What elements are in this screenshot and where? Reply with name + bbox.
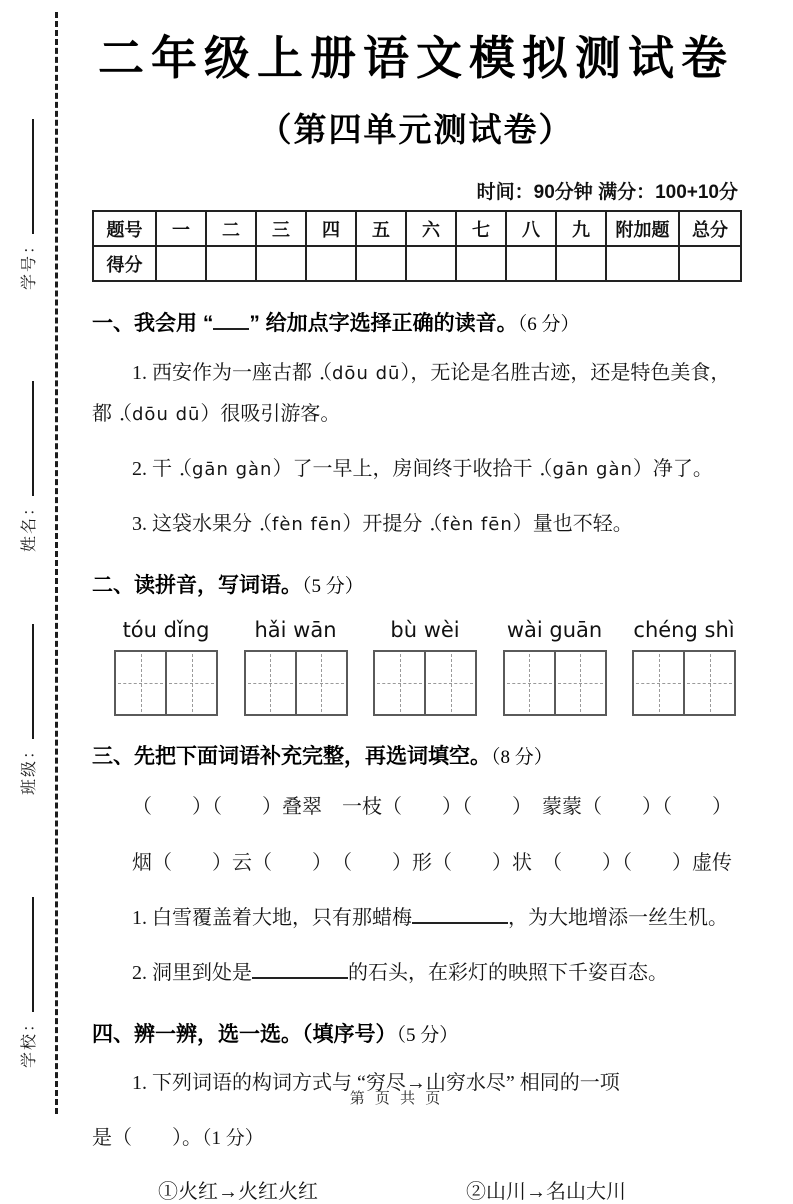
writing-box-cell: [246, 652, 295, 714]
section-4: [92, 1020, 740, 1204]
score-table-cell: 四: [306, 211, 356, 246]
class-blank-line: [15, 624, 34, 739]
score-table-cell: 七: [456, 211, 506, 246]
section-3: [92, 742, 740, 994]
score-empty-cell: [679, 246, 741, 281]
writing-box-cell: [116, 652, 165, 714]
score-table-cell: 九: [556, 211, 606, 246]
class-label: 班级：: [20, 740, 38, 795]
score-empty-cell: [406, 246, 456, 281]
writing-box-cell: [375, 652, 424, 714]
student-name-label: 姓名：: [20, 497, 38, 552]
writing-box-cell: [295, 652, 346, 714]
section-3-item-1: 1. 白雪覆盖着大地，只有那蜡梅 ，为大地增添一丝生机。: [92, 898, 740, 939]
score-table-cell: 一: [156, 211, 206, 246]
pinyin-label: wài guān: [506, 618, 603, 643]
page-footer: 第 页 共 页: [349, 1090, 444, 1107]
word-completion-line-2: 烟（ ）云（ ） （ ）形（ ）状 （ ）（ ）虚传: [132, 851, 732, 874]
section-4-heading: 四、辨一辨，选一选。（填序号）（5 分）: [92, 1022, 459, 1046]
pinyin-label: bù wèi: [390, 618, 460, 643]
writing-box-cell: [634, 652, 683, 714]
score-table-cell: 总分: [679, 211, 741, 246]
writing-box-pair: [632, 650, 736, 716]
pinyin-label: tóu dǐng: [122, 618, 210, 643]
class-field: [15, 624, 39, 795]
score-empty-cell: [456, 246, 506, 281]
school-blank-line: [15, 897, 34, 1012]
time-score-meta: 时间：90分钟 满分：100+10分: [476, 182, 738, 203]
section-1-item-1: 1. 西安作为一座古都（dōu dū），无论是名胜古迹，还是特色美食，都（dōu dū）很吸引游客。: [92, 361, 731, 425]
section-4-item-1-line-2: 是（ ）。（1 分）: [92, 1127, 264, 1150]
blank-line: [412, 903, 508, 924]
section-2-heading: 二、读拼音，写词语。（5 分）: [92, 573, 364, 597]
score-empty-cell: [506, 246, 556, 281]
word-completion-line-1: （ ）（ ）叠翠 一枝（ ）（ ） 蒙蒙（ ）（ ）: [132, 795, 732, 818]
writing-box-pair: [373, 650, 477, 716]
score-empty-cell: [206, 246, 256, 281]
writing-box-pair: [503, 650, 607, 716]
option-2: ②山川→名山大川: [466, 1181, 626, 1204]
pinyin-group-3: [373, 618, 477, 716]
page-title: 二年级上册语文模拟测试卷: [98, 32, 734, 84]
student-id-field: [15, 119, 39, 290]
section-1-heading: 一、我会用 “ ” 给加点字选择正确的读音。（6 分）: [92, 308, 740, 339]
score-table-cell: 三: [256, 211, 306, 246]
seal-dashed-line: [55, 12, 58, 1114]
writing-box-pair: [244, 650, 348, 716]
score-table-score-row: [93, 246, 741, 281]
pinyin-label: chéng shì: [633, 618, 735, 643]
writing-box-pair: [114, 650, 218, 716]
score-table-cell: 八: [506, 211, 556, 246]
pinyin-group-5: [632, 618, 736, 716]
score-table: [92, 210, 742, 282]
score-table-cell: 题号: [93, 211, 156, 246]
pinyin-writing-row: [114, 618, 736, 716]
writing-box-cell: [165, 652, 216, 714]
writing-box-cell: [505, 652, 554, 714]
section-1-item-2: 2. 干（gān gàn）了一早上，房间终于收拾干（gān gàn）净了。: [132, 457, 713, 480]
school-field: [15, 897, 39, 1068]
student-name-blank-line: [15, 381, 34, 496]
writing-box-cell: [554, 652, 605, 714]
section-1: [92, 308, 740, 545]
section-4-item-1-line-1: 1. 下列词语的构词方式与 “穷尽→山穷水尽” 相同的一项: [132, 1072, 620, 1095]
score-table-cell: 附加题: [606, 211, 679, 246]
option-1: ①火红→火红火红: [158, 1181, 318, 1204]
section-4-options: [92, 1175, 740, 1204]
school-label: 学校：: [20, 1013, 38, 1068]
pinyin-group-4: [503, 618, 607, 716]
section-2: [92, 571, 740, 717]
blank-line: [213, 308, 249, 330]
score-empty-cell: [606, 246, 679, 281]
pinyin-group-2: [244, 618, 348, 716]
score-empty-cell: [356, 246, 406, 281]
section-1-item-3: 3. 这袋水果分（fèn fēn）开提分（fèn fēn）量也不轻。: [132, 512, 633, 535]
pinyin-label: hǎi wān: [254, 618, 337, 643]
pinyin-group-1: [114, 618, 218, 716]
score-row-label: 得分: [93, 246, 156, 281]
main-content: [92, 16, 740, 1204]
score-table-cell: 六: [406, 211, 456, 246]
student-name-field: [15, 381, 39, 552]
writing-box-cell: [424, 652, 475, 714]
blank-line: [252, 958, 348, 979]
writing-box-cell: [683, 652, 734, 714]
score-table-header-row: [93, 211, 741, 246]
page-subtitle: （第四单元测试卷）: [258, 111, 574, 148]
section-3-heading: 三、先把下面词语补充完整，再选词填空。（8 分）: [92, 745, 553, 769]
score-empty-cell: [556, 246, 606, 281]
student-id-blank-line: [15, 119, 34, 234]
score-empty-cell: [256, 246, 306, 281]
student-id-label: 学号：: [20, 235, 38, 290]
score-table-cell: 二: [206, 211, 256, 246]
score-table-cell: 五: [356, 211, 406, 246]
score-empty-cell: [306, 246, 356, 281]
section-3-item-2: 2. 洞里到处是 的石头，在彩灯的映照下千姿百态。: [92, 953, 740, 994]
score-empty-cell: [156, 246, 206, 281]
